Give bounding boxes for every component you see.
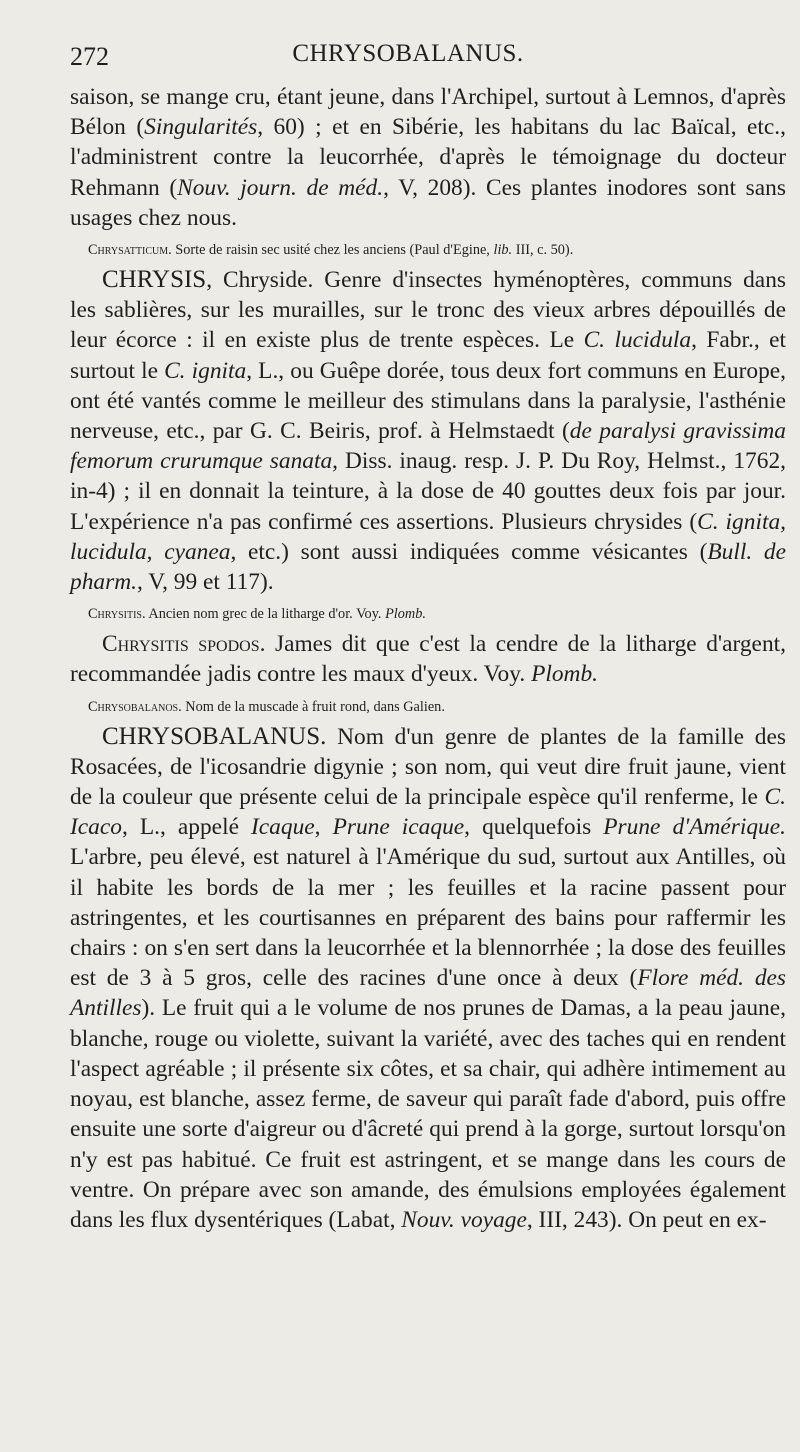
entry-chrysobalanus: CHRYSOBALANUS. Nom d'un genre de plantes de la famille des Rosacées, de l'icosandrie digynie ; son nom, qui veut dire fruit jaune, vient de la couleur que présente celui de la principale espèce qu'il renferme, le C. Icaco, L., appelé Icaque, Prune icaque, quelquefois Prune d'Amérique. L'arbre, peu élevé, est naturel à l'Amérique du sud, surtout aux Antilles, où il habite les bords de la mer ; les feuilles et la racine passent pour astringentes, et les courtisannes en préparent des bains pour raffermir les chairs : on s'en sert dans la leucorrhée et la blennorrhée ; la dose des feuilles est de 3 à 5 gros, celle des racines d'une once à deux (Flore méd. des Antilles). Le fruit qui a le volume de nos prunes de Damas, a la peau jaune, blanche, rouge ou violette, suivant la variété, avec des taches qui en rendent l'aspect agréable ; il présente six côtes, et sa chair, qui adhère intimement au noyau, est blanche, assez ferme, de saveur qui paraît fade d'abord, puis offre ensuite une sorte d'aigreur ou d'âcreté qui prend à la gorge, surtout lorsqu'on n'y est pas habitué. Ce fruit est astringent, et se mange dans les cours de ventre. On prépare avec son amande, des émulsions employées également dans les flux dysentériques (Labat, Nouv. voyage, III, 243). On peut en ex- <box>70 722 786 1233</box>
note-chrysatticum: Chrysatticum. Sorte de raisin sec usité chez les anciens (Paul d'Egine, lib. III, c. 50). <box>88 242 574 259</box>
note-chrysitis: Chrysitis. Ancien nom grec de la litharge d'or. Voy. Plomb. <box>88 606 426 623</box>
note-chrysobalanos: Chrysobalanos. Nom de la muscade à fruit rond, dans Galien. <box>88 698 445 715</box>
entry-term: Chrysitis. <box>88 606 146 623</box>
entry-term: Chrysitis spodos. <box>102 631 266 658</box>
running-head: CHRYSOBALANUS. <box>292 40 524 67</box>
page-header <box>70 38 786 82</box>
entry-term: Chrysobalanos. <box>88 698 182 715</box>
paragraph-continuation: saison, se mange cru, étant jeune, dans l'Archipel, surtout à Lemnos, d'après Bélon (Singularités, 60) ; et en Sibérie, les habitans du lac Baïcal, etc., l'administrent contre la leucorrhée, d'après le témoignage du docteur Rehmann (Nouv. journ. de méd., V, 208). Ces plantes inodores sont sans usages chez nous. <box>70 84 786 231</box>
entry-term: CHRYSIS <box>102 266 207 294</box>
entry-chrysis: CHRYSIS, Chryside. Genre d'insectes hyménoptères, communs dans les sablières, sur les murailles, sur le tronc des vieux arbres dépouillés de leur écorce : il en existe plus de trente espèces. Le C. lucidula, Fabr., et surtout le C. ignita, L., ou Guêpe dorée, tous deux fort communs en Europe, ont été vantés comme le meilleur des stimulans dans la paralysie, l'asthénie nerveuse, etc., par G. C. Beiris, prof. à Helmstaedt (de paralysi gravissima femorum crurumque sanata, Diss. inaug. resp. J. P. Du Roy, Helmst., 1762, in-4) ; il en donnait la teinture, à la dose de 40 gouttes deux fois par jour. L'expérience n'a pas confirmé ces assertions. Plusieurs chrysides (C. ignita, lucidula, cyanea, etc.) sont aussi indiquées comme vésicantes (Bull. de pharm., V, 99 et 117). <box>70 266 787 596</box>
page-number: 272 <box>70 42 109 71</box>
entry-term: Chrysatticum. <box>88 242 172 259</box>
entry-term: CHRYSOBALANUS. <box>102 722 327 750</box>
entry-chrysitis-spodos: Chrysitis spodos. James dit que c'est la cendre de la litharge d'argent, recommandée jadis contre les maux d'yeux. Voy. Plomb. <box>70 631 786 688</box>
